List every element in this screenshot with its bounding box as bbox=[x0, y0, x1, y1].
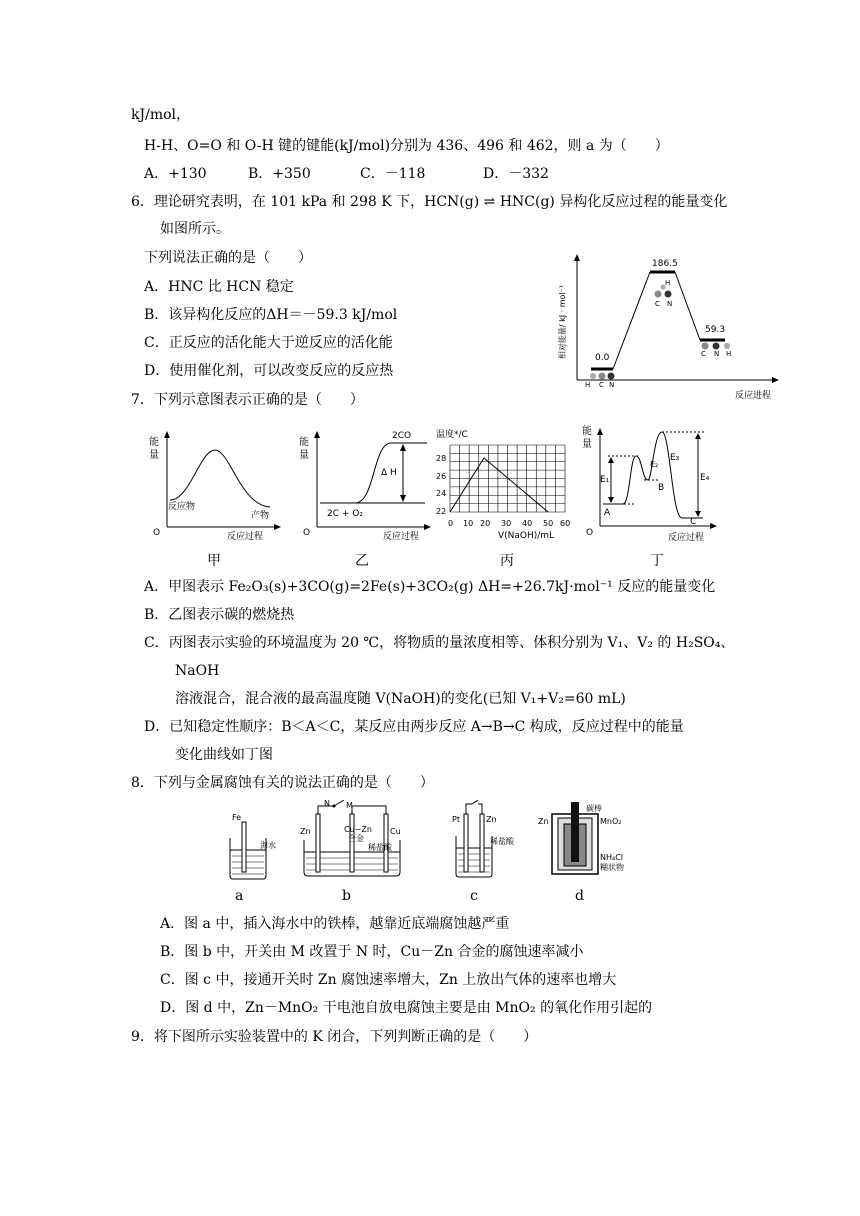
q7-jia-reactant: 反应物 bbox=[168, 502, 196, 512]
svg-text:O: O bbox=[303, 528, 311, 538]
q7-ding-C: C bbox=[690, 517, 697, 527]
q7-caption-bing: 丙 bbox=[500, 553, 514, 569]
q8-option-a: A．图 a 中，插入海水中的铁棒，越靠近底端腐蚀越严重 bbox=[160, 916, 510, 932]
q8-d-mno2: MnO₂ bbox=[600, 817, 622, 826]
q8-b-zn: Zn bbox=[300, 827, 311, 836]
q6-level-ts: 186.5 bbox=[652, 259, 678, 269]
svg-text:C: C bbox=[655, 300, 660, 308]
q7-ding-B: B bbox=[658, 483, 665, 493]
q7-bing-ylabel: 温度*/C bbox=[436, 430, 468, 440]
q5-option-d: D．－332 bbox=[483, 166, 549, 182]
q5-option-c: C．－118 bbox=[360, 166, 426, 182]
q6-stem-line3: 下列说法正确的是（ ） bbox=[144, 250, 312, 266]
q8-a-water: 海水 bbox=[260, 841, 276, 850]
q6-level-product: 59.3 bbox=[705, 325, 726, 335]
q7-ding-xlabel: 反应过程 bbox=[668, 533, 705, 543]
q8-option-d: D．图 d 中，Zn－MnO₂ 干电池自放电腐蚀主要是由 MnO₂ 的氧化作用引起的 bbox=[160, 1000, 653, 1016]
q8-c-acid: 稀盐酸 bbox=[490, 837, 514, 846]
svg-text:量: 量 bbox=[299, 450, 309, 461]
q7-ding-E3: E₃ bbox=[670, 453, 680, 463]
q6-option-b: B．该异构化反应的ΔH＝－59.3 kJ/mol bbox=[144, 307, 398, 323]
svg-text:30: 30 bbox=[501, 519, 512, 528]
q7-ding-E1: E₁ bbox=[600, 475, 610, 485]
q5-line0: kJ/mol， bbox=[131, 107, 190, 123]
svg-text:N: N bbox=[714, 350, 720, 358]
q7-fig-ding bbox=[578, 420, 723, 546]
q8-a-fe: Fe bbox=[232, 813, 242, 822]
svg-text:能: 能 bbox=[582, 426, 592, 437]
q8-fig-d bbox=[538, 800, 638, 880]
q8-b-alloy2: 合金 bbox=[348, 834, 364, 843]
svg-text:O: O bbox=[153, 528, 161, 538]
q8-caption-d: d bbox=[575, 888, 584, 904]
q6-option-d: D．使用催化剂，可以改变反应的反应热 bbox=[144, 363, 394, 379]
q8-caption-b: b bbox=[342, 888, 351, 904]
q8-fig-a bbox=[224, 808, 284, 880]
q7-fig-yi bbox=[295, 425, 435, 547]
q7-yi-dh: Δ H bbox=[381, 468, 397, 478]
svg-text:26: 26 bbox=[436, 472, 447, 481]
q8-fig-c bbox=[446, 800, 516, 880]
q7-caption-yi: 乙 bbox=[355, 553, 369, 569]
q8-c-pt: Pt bbox=[452, 815, 460, 824]
q7-option-c-cont1: NaOH bbox=[175, 663, 220, 679]
svg-text:量: 量 bbox=[582, 439, 592, 450]
q8-stem: 8．下列与金属腐蚀有关的说法正确的是（ ） bbox=[131, 775, 434, 791]
q7-caption-jia: 甲 bbox=[207, 553, 221, 569]
q7-option-b: B．乙图表示碳的燃烧热 bbox=[144, 607, 295, 623]
q7-stem: 7．下列示意图表示正确的是（ ） bbox=[131, 392, 364, 408]
q8-b-N: N bbox=[324, 800, 330, 808]
q6-stem-line2: 如图所示。 bbox=[160, 221, 230, 237]
q7-option-d-cont: 变化曲线如丁图 bbox=[175, 747, 273, 763]
q7-fig-bing bbox=[430, 425, 575, 547]
svg-text:22: 22 bbox=[436, 507, 447, 516]
svg-text:量: 量 bbox=[149, 450, 159, 461]
q8-c-zn: Zn bbox=[486, 815, 497, 824]
q5-option-a: A．+130 bbox=[144, 166, 207, 182]
q6-stem-line1: 6．理论研究表明，在 101 kPa 和 298 K 下，HCN(g) ⇌ HNC(g) 异构化反应过程的能量变化 bbox=[131, 194, 728, 210]
svg-text:N: N bbox=[667, 300, 673, 308]
q6-energy-diagram bbox=[555, 252, 785, 402]
q7-ding-A: A bbox=[604, 508, 611, 518]
q8-b-M: M bbox=[346, 801, 353, 810]
svg-text:N: N bbox=[609, 381, 615, 389]
svg-text:40: 40 bbox=[522, 519, 533, 528]
svg-text:O: O bbox=[586, 528, 594, 538]
svg-text:C: C bbox=[701, 350, 706, 358]
q8-fig-b bbox=[298, 800, 408, 880]
q7-jia-xlabel: 反应过程 bbox=[227, 532, 264, 542]
q5-line1: H-H、O=O 和 O-H 键的键能(kJ/mol)分别为 436、496 和 462，则 a 为（ ） bbox=[144, 138, 669, 154]
svg-text:60: 60 bbox=[560, 519, 571, 528]
q8-d-zn: Zn bbox=[538, 817, 549, 826]
q6-option-a: A．HNC 比 HCN 稳定 bbox=[144, 279, 294, 295]
q7-yi-xlabel: 反应过程 bbox=[383, 532, 420, 542]
svg-text:H: H bbox=[585, 381, 591, 389]
q7-option-d: D．已知稳定性顺序：B＜A＜C，某反应由两步反应 A→B→C 构成，反应过程中的能量 bbox=[144, 719, 684, 735]
q7-yi-top: 2CO bbox=[392, 431, 412, 441]
q8-caption-a: a bbox=[235, 888, 244, 904]
svg-text:50: 50 bbox=[543, 519, 554, 528]
svg-text:10: 10 bbox=[463, 519, 474, 528]
q7-bing-xlabel: V(NaOH)/mL bbox=[498, 531, 555, 541]
q8-d-nh4cl: NH₄Cl bbox=[600, 853, 624, 862]
q7-yi-bottom: 2C + O₂ bbox=[327, 509, 363, 519]
svg-text:24: 24 bbox=[436, 489, 447, 498]
q6-x-label: 反应进程 bbox=[735, 391, 772, 401]
svg-text:20: 20 bbox=[480, 519, 491, 528]
q8-b-acid: 稀盐酸 bbox=[368, 843, 392, 852]
q8-d-paste: 糊状物 bbox=[600, 863, 624, 872]
q6-y-label: 相对能量/ kJ · mol⁻¹ bbox=[558, 284, 567, 360]
q7-option-a: A．甲图表示 Fe₂O₃(s)+3CO(g)=2Fe(s)+3CO₂(g) ΔH=+26.7kJ·mol⁻¹ 反应的能量变化 bbox=[144, 579, 716, 595]
q7-ding-E4: E₄ bbox=[700, 473, 710, 483]
q8-caption-c: c bbox=[470, 888, 478, 904]
q7-caption-ding: 丁 bbox=[650, 553, 664, 569]
q7-option-c: C．丙图表示实验的环境温度为 20 ℃，将物质的量浓度相等、体积分别为 V₁、V₂ 的 H₂SO₄、 bbox=[144, 635, 735, 651]
q6-option-c: C．正反应的活化能大于逆反应的活化能 bbox=[144, 335, 393, 351]
q9-stem: 9．将下图所示实验装置中的 K 闭合，下列判断正确的是（ ） bbox=[131, 1029, 538, 1045]
svg-text:0: 0 bbox=[448, 519, 454, 528]
q6-level-0: 0.0 bbox=[595, 353, 610, 363]
q7-jia-product: 产物 bbox=[251, 511, 270, 521]
svg-text:H: H bbox=[665, 279, 671, 287]
q8-b-alloy1: Cu−Zn bbox=[344, 825, 372, 834]
svg-text:能: 能 bbox=[149, 437, 159, 448]
q7-fig-jia bbox=[145, 425, 285, 547]
q8-option-b: B．图 b 中，开关由 M 改置于 N 时，Cu－Zn 合金的腐蚀速率减小 bbox=[160, 944, 584, 960]
q5-option-b: B．+350 bbox=[248, 166, 311, 182]
q8-option-c: C．图 c 中，接通开关时 Zn 腐蚀速率增大，Zn 上放出气体的速率也增大 bbox=[160, 972, 617, 988]
svg-text:28: 28 bbox=[436, 454, 447, 463]
svg-text:H: H bbox=[726, 350, 732, 358]
q8-d-rod: 碳棒 bbox=[586, 804, 602, 813]
q7-option-c-cont2: 溶液混合，混合液的最高温度随 V(NaOH)的变化(已知 V₁+V₂=60 mL) bbox=[175, 691, 626, 707]
q8-b-cu: Cu bbox=[390, 827, 401, 836]
svg-text:C: C bbox=[599, 381, 604, 389]
q7-ding-E2: E₂ bbox=[650, 460, 659, 469]
svg-text:能: 能 bbox=[299, 437, 309, 448]
